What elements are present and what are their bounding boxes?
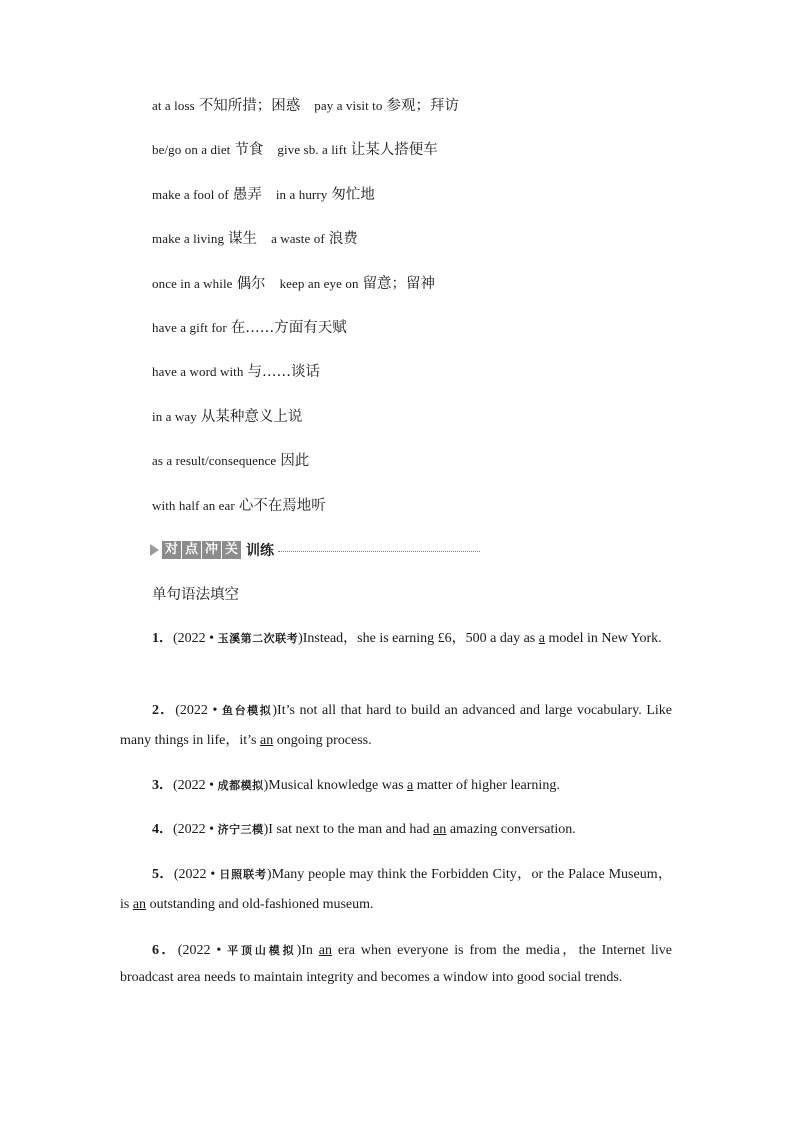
phrase-en: pay a visit to [314,98,383,113]
phrase-zh: 愚弄 [232,186,262,203]
answer-blank: a [407,778,414,793]
phrase-row [152,274,712,318]
phrase-row [152,407,712,451]
question-text: outstanding and old-fashioned museum. [146,897,374,912]
banner-char: 点 [182,541,201,559]
banner-title: 训练 [246,543,274,559]
phrase-en: keep an eye on [279,275,359,291]
phrase-en: a waste of [271,231,325,247]
question-source: 济宁三模 [217,823,264,836]
banner-char: 冲 [202,541,221,559]
question-source-open: (2022 • [173,822,218,837]
phrase-en: have a word with [152,364,244,380]
answer-blank: an [132,897,147,912]
phrase-en: give sb. a lift [277,142,347,158]
phrase-zh: 因此 [280,453,310,470]
question-text: era when everyone is from the media，the Internet live broadcast area needs to maintain integrity and becomes a window into good social trends. [120,943,672,985]
phrase-zh: 节食 [234,142,264,159]
question-item [120,937,672,991]
question-text: )Instead，she is earning £6，500 a day as [298,631,539,646]
question-text: )I sat next to the man and had [263,822,434,837]
question-source-open: (2022 • [173,867,220,882]
phrase-zh: 匆忙地 [331,186,375,203]
phrase-zh: 浪费 [328,231,358,248]
phrase-list [152,96,712,540]
phrase-en: be/go on a diet [152,142,231,158]
phrase-zh: 偶尔 [236,275,266,292]
phrase-en: make a living [152,231,225,247]
phrase-zh: 从某种意义上说 [200,408,303,425]
play-arrow-icon [150,544,159,556]
dotted-divider [278,551,480,552]
question-number: 4． [152,822,173,837]
question-text: matter of higher learning. [413,778,560,793]
phrase-en: once in a while [152,275,233,291]
question-source: 成都模拟 [217,779,264,792]
phrase-row [152,140,712,184]
question-item [120,696,672,756]
banner-char: 对 [162,541,181,559]
phrase-zh: 让某人搭便车 [350,142,438,159]
question-item [120,860,672,920]
question-source: 鱼台模拟 [221,704,273,717]
question-item [120,771,672,801]
question-item [120,624,672,654]
phrase-row [152,229,712,273]
phrase-zh: 在……方面有天赋 [230,319,347,336]
phrase-en: as a result/consequence [152,453,277,469]
banner-label-box [162,541,242,559]
banner-char: 关 [222,541,241,559]
phrase-zh: 参观；拜访 [386,98,459,114]
question-source: 玉溪第二次联考 [217,632,299,645]
phrase-en: in a way [152,408,197,424]
phrase-en: with half an ear [152,497,235,513]
phrase-zh: 谋生 [228,231,258,248]
question-source-open: (2022 • [173,631,218,646]
phrase-row [152,185,712,229]
question-source: 平顶山模拟 [227,944,297,957]
answer-blank: an [260,733,274,748]
question-text: )In [296,943,319,958]
section-banner [150,540,480,560]
section-heading: 单句语法填空 [152,587,239,603]
phrase-en: at a loss [152,98,195,113]
phrase-row [152,496,712,540]
answer-blank: an [318,943,333,958]
phrase-row [152,96,712,140]
question-item [120,815,672,845]
phrase-zh: 留意；留神 [362,275,436,292]
question-text: )Many people may think the Forbidden City，or the Palace Museum，is [120,867,673,912]
question-source-open: (2022 • [177,943,228,958]
question-number: 6． [152,943,178,958]
answer-blank: a [538,631,545,646]
question-source: 日照联考 [219,868,267,881]
phrase-row [152,362,712,406]
answer-blank: an [433,822,447,837]
phrase-zh: 不知所措；困惑 [198,98,301,114]
question-source-open: (2022 • [175,703,222,718]
question-text: )Musical knowledge was [263,778,408,793]
phrase-zh: 心不在焉地听 [238,497,326,514]
question-source-open: (2022 • [173,778,218,793]
question-text: )It’s not all that hard to build an advanced and large vocabulary. Like many things in life，it’s [120,703,672,748]
phrase-zh: 与……谈话 [247,364,320,381]
question-number: 5． [152,867,174,882]
phrase-en: have a gift for [152,319,227,335]
question-number: 1． [152,631,173,646]
question-text: ongoing process. [273,733,372,748]
phrase-en: make a fool of [152,186,229,202]
phrase-en: in a hurry [275,186,328,202]
question-number: 3． [152,778,173,793]
question-number: 2． [152,703,176,718]
phrase-row [152,451,712,495]
question-text: model in New York. [544,631,662,646]
question-text: amazing conversation. [446,822,576,837]
phrase-row [152,318,712,362]
